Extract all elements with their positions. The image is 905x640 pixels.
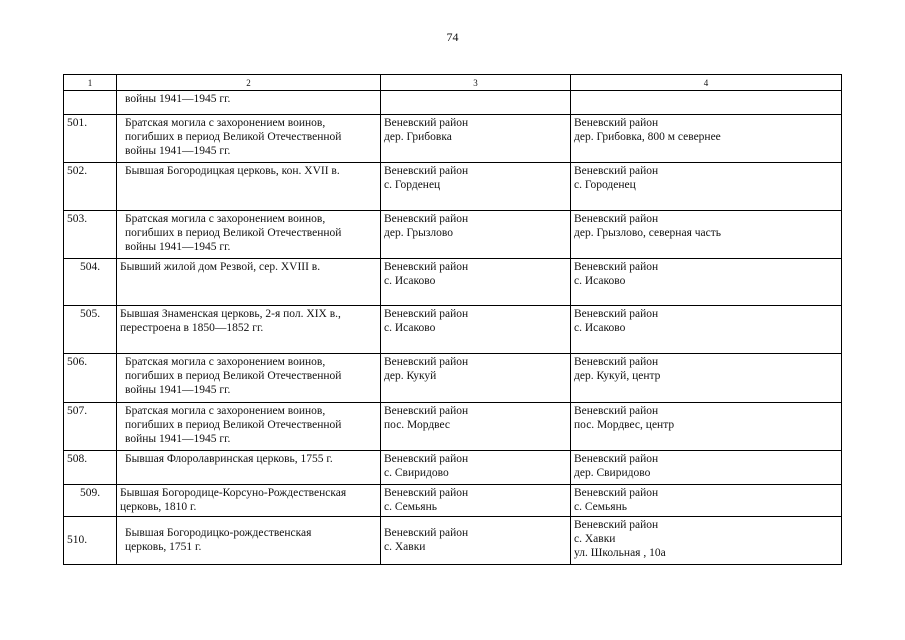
object-district: Веневский район дер. Грызлово	[381, 211, 571, 259]
object-name: Братская могила с захоронением воинов, погибших в период Великой Отечественной войны 1941—1945 гг.	[117, 115, 381, 163]
table-row	[64, 306, 842, 354]
object-location: Веневский район дер. Кукуй, центр	[571, 354, 842, 403]
object-location: Веневский район пос. Мордвес, центр	[571, 403, 842, 451]
object-name: Бывшая Богородицко-рождественская церковь, 1751 г.	[117, 517, 381, 565]
object-location: Веневский район дер. Свиридово	[571, 451, 842, 485]
table-row	[64, 259, 842, 306]
object-location: Веневский район с. Исаково	[571, 259, 842, 306]
object-district: Веневский район с. Семьянь	[381, 485, 571, 517]
table-row	[64, 91, 842, 115]
object-district: Веневский район с. Исаково	[381, 259, 571, 306]
object-name: Бывшая Флоролавринская церковь, 1755 г.	[117, 451, 381, 485]
column-header: 1	[64, 75, 117, 91]
table-row	[64, 403, 842, 451]
page-number: 74	[446, 30, 459, 44]
object-name: войны 1941—1945 гг.	[117, 91, 381, 115]
object-district: Веневский район с. Горденец	[381, 163, 571, 211]
row-number: 510.	[64, 517, 117, 565]
object-name: Братская могила с захоронением воинов, погибших в период Великой Отечественной войны 1941—1945 гг.	[117, 211, 381, 259]
table-row	[64, 354, 842, 403]
column-header: 3	[381, 75, 571, 91]
table-row	[64, 517, 842, 565]
row-number: 508.	[64, 451, 117, 485]
column-header: 4	[571, 75, 842, 91]
object-district: Веневский район дер. Грибовка	[381, 115, 571, 163]
object-name: Бывшая Знаменская церковь, 2-я пол. XIX в., перестроена в 1850—1852 гг.	[117, 306, 381, 354]
object-location	[571, 91, 842, 115]
object-district: Веневский район дер. Кукуй	[381, 354, 571, 403]
object-location: Веневский район дер. Грибовка, 800 м севернее	[571, 115, 842, 163]
object-district: Веневский район пос. Мордвес	[381, 403, 571, 451]
row-number: 509.	[64, 485, 117, 517]
row-number	[64, 91, 117, 115]
row-number: 505.	[64, 306, 117, 354]
table-row	[64, 451, 842, 485]
object-district: Веневский район с. Исаково	[381, 306, 571, 354]
table-row	[64, 211, 842, 259]
row-number: 504.	[64, 259, 117, 306]
object-location: Веневский район дер. Грызлово, северная часть	[571, 211, 842, 259]
row-number: 506.	[64, 354, 117, 403]
table-row	[64, 163, 842, 211]
object-district: Веневский район с. Хавки	[381, 517, 571, 565]
table-header-row	[64, 75, 842, 91]
object-location: Веневский район с. Исаково	[571, 306, 842, 354]
row-number: 503.	[64, 211, 117, 259]
object-name: Братская могила с захоронением воинов, погибших в период Великой Отечественной войны 1941—1945 гг.	[117, 354, 381, 403]
object-name: Бывшая Богородице-Корсуно-Рождественская церковь, 1810 г.	[117, 485, 381, 517]
object-name: Бывший жилой дом Резвой, сер. XVIII в.	[117, 259, 381, 306]
row-number: 502.	[64, 163, 117, 211]
object-district	[381, 91, 571, 115]
monuments-table	[63, 74, 842, 565]
table-row	[64, 115, 842, 163]
object-location: Веневский район с. Хавки ул. Школьная , 10а	[571, 517, 842, 565]
object-location: Веневский район с. Семьянь	[571, 485, 842, 517]
object-district: Веневский район с. Свиридово	[381, 451, 571, 485]
table-row	[64, 485, 842, 517]
object-location: Веневский район с. Городенец	[571, 163, 842, 211]
column-header: 2	[117, 75, 381, 91]
row-number: 501.	[64, 115, 117, 163]
row-number: 507.	[64, 403, 117, 451]
object-name: Бывшая Богородицкая церковь, кон. XVII в.	[117, 163, 381, 211]
object-name: Братская могила с захоронением воинов, погибших в период Великой Отечественной войны 1941—1945 гг.	[117, 403, 381, 451]
